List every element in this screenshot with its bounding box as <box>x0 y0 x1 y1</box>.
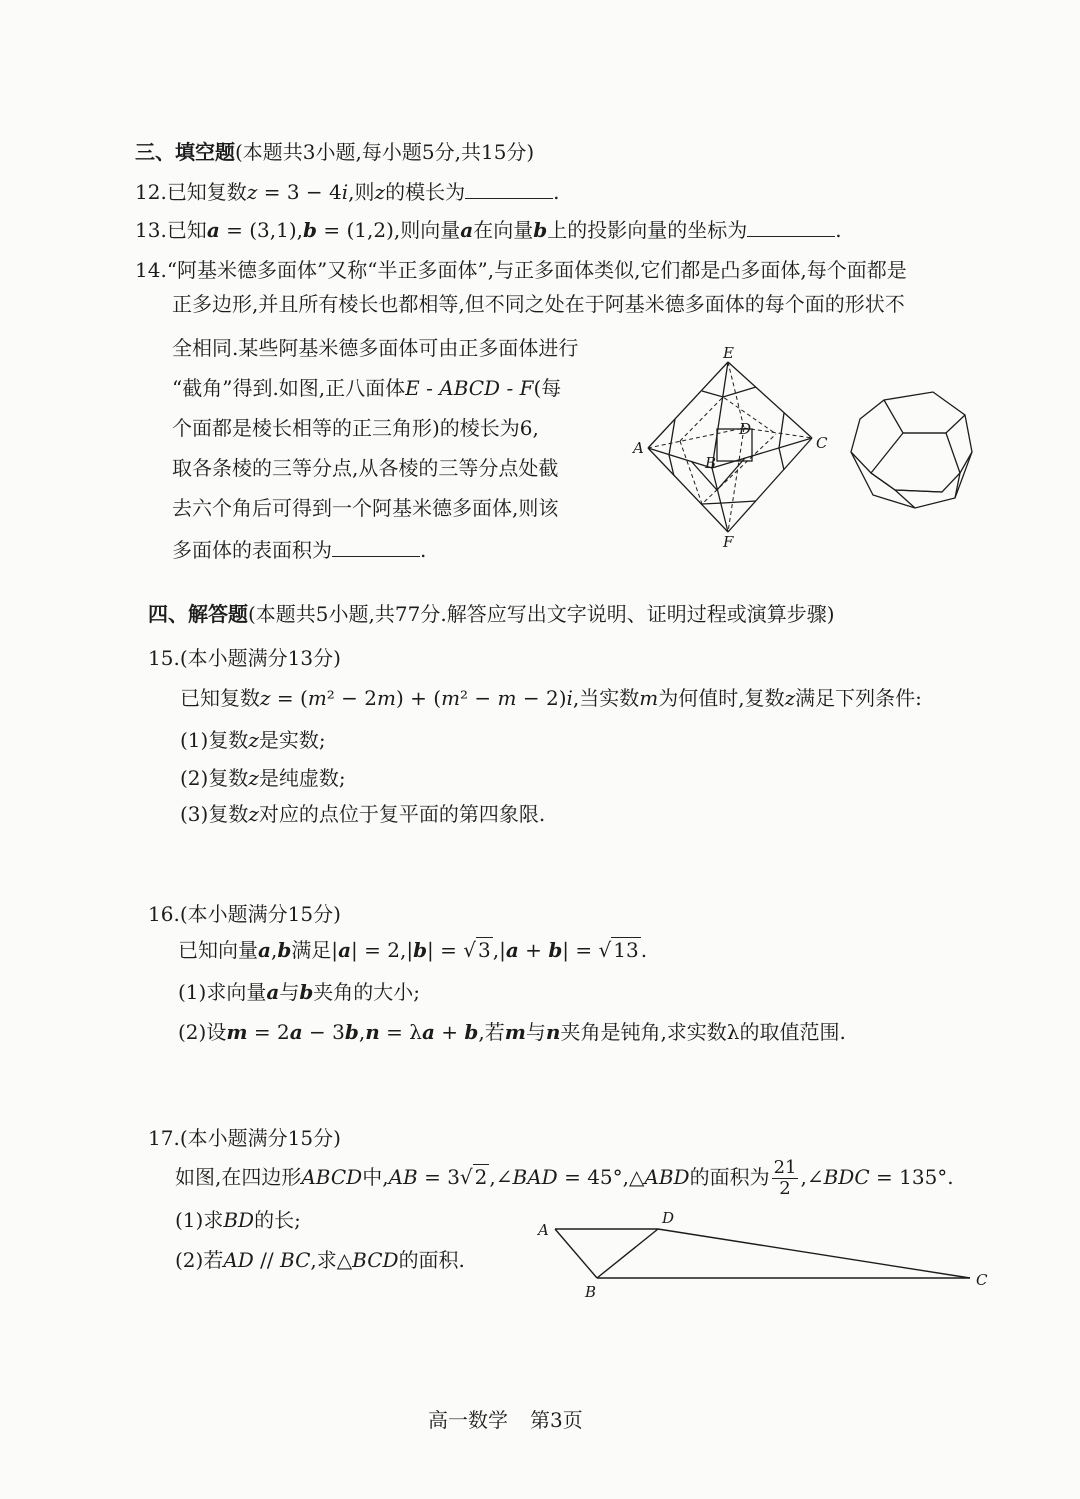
text: 多面体的表面积为 <box>172 538 332 562</box>
question-14-line-2: 正多边形,并且所有棱长也都相等,但不同之处在于阿基米德多面体的每个面的形状不 <box>172 292 905 316</box>
segment-dc <box>658 1229 970 1278</box>
var-z: z <box>784 686 796 710</box>
text: BC <box>280 1248 311 1272</box>
var-m: m <box>497 686 517 710</box>
question-15-header <box>148 646 341 670</box>
text: (1)求 <box>175 1208 224 1232</box>
text: − 2) <box>516 686 567 710</box>
text: | = √ <box>562 938 612 962</box>
var-z: z <box>248 728 259 752</box>
text: 是实数; <box>258 728 326 752</box>
text: // <box>253 1248 281 1272</box>
text: 对应的点位于复平面的第四象限. <box>258 802 546 826</box>
label-d: D <box>739 420 752 438</box>
section-3-note: (本题共3小题,每小题5分,共15分) <box>235 140 535 164</box>
text: (2)复数 <box>180 766 249 790</box>
label-e: E <box>723 344 734 362</box>
text: = ( <box>270 686 308 710</box>
text: ABD <box>644 1165 690 1189</box>
question-17-part-1 <box>175 1208 301 1232</box>
text: ,求△ <box>310 1248 353 1272</box>
text: − 3 <box>302 1020 345 1044</box>
text: BCD <box>352 1248 399 1272</box>
answer-blank <box>747 220 835 237</box>
quadrilateral-figure <box>530 1205 1000 1305</box>
var-m: m <box>377 686 396 710</box>
section-4-note: (本题共5小题,共77分.解答应写出文字说明、证明过程或演算步骤) <box>248 602 835 626</box>
text: ,∠ <box>489 1165 513 1189</box>
question-16-stem: 已知向量a,b满足|a| = 2,|b| = √ 3 ,|a + b| = √ 13 . <box>178 938 648 962</box>
vec-b: b <box>303 218 318 242</box>
text: AD <box>223 1248 254 1272</box>
text: (1)复数 <box>180 728 249 752</box>
text: 的模长为 <box>385 180 466 204</box>
text: 满足| <box>291 938 339 962</box>
question-number: 13. <box>135 218 167 242</box>
var-m: m <box>639 686 659 710</box>
text: (3)复数 <box>180 802 249 826</box>
text: (2)设 <box>178 1020 227 1044</box>
fraction <box>772 1158 799 1199</box>
text: 为何值时,复数 <box>658 686 785 710</box>
text: = λ <box>379 1020 422 1044</box>
vec-a: a <box>460 218 474 242</box>
edge-ad <box>648 428 744 448</box>
label-b: B <box>585 1283 597 1301</box>
cut-a <box>669 419 675 476</box>
edge-ea <box>648 362 728 448</box>
question-16-header <box>148 902 341 926</box>
text: 已知复数 <box>166 180 247 204</box>
section-4-header <box>148 598 835 627</box>
text: . <box>640 938 648 962</box>
label-a: A <box>538 1221 549 1239</box>
var-i: i <box>566 686 573 710</box>
text: “截角”得到.如图,正八面体 <box>172 376 406 400</box>
page-footer <box>428 1408 583 1432</box>
var-z: z <box>260 686 271 710</box>
text: = (1,2),则向量 <box>317 218 461 242</box>
question-15-stem <box>180 686 922 710</box>
text: BAD <box>512 1165 558 1189</box>
text: 已知复数 <box>180 686 260 710</box>
score: (本小题满分15分) <box>179 1126 341 1150</box>
text: ) + ( <box>395 686 442 710</box>
text: = 2 <box>247 1020 290 1044</box>
text: 上的投影向量的坐标为 <box>547 218 748 242</box>
text: = (3,1), <box>219 218 304 242</box>
segment-ab <box>555 1229 597 1278</box>
text: ,当实数 <box>572 686 640 710</box>
question-14-line-5: 个面都是棱长相等的正三角形)的棱长为6, <box>172 416 539 440</box>
label-d: D <box>662 1209 675 1227</box>
score: (本小题满分13分) <box>179 646 341 670</box>
question-number: 15. <box>148 646 180 670</box>
text: ABCD <box>301 1165 363 1189</box>
question-17-part-2 <box>175 1248 465 1272</box>
text: 与 <box>525 1020 546 1044</box>
segment-bd <box>597 1229 658 1278</box>
vec-b: b <box>533 218 548 242</box>
question-14-line-1 <box>135 258 907 282</box>
text: 的长; <box>254 1208 301 1232</box>
question-14-line-6: 取各条棱的三等分点,从各棱的三等分点处截 <box>172 456 559 480</box>
text: 夹角的大小; <box>313 980 421 1004</box>
text: 与 <box>279 980 300 1004</box>
text: | = √ <box>427 938 477 962</box>
edge-bc <box>712 438 812 468</box>
text: = 135°. <box>869 1165 954 1189</box>
var-z: z <box>246 180 258 204</box>
text: ² − 2 <box>326 686 378 710</box>
cut-b <box>691 458 745 490</box>
text: ² − <box>460 686 498 710</box>
answer-blank <box>332 540 420 557</box>
question-14-line-7: 去六个角后可得到一个阿基米德多面体,则该 <box>172 496 559 520</box>
question-14-line-8 <box>172 538 426 562</box>
footer-page-number: 第3页 <box>530 1408 583 1432</box>
label-f: F <box>723 533 734 550</box>
text: . <box>553 180 560 204</box>
question-16-part-1: (1)求向量a与b夹角的大小; <box>178 980 421 1004</box>
text: , <box>358 1020 366 1044</box>
question-13 <box>135 218 842 242</box>
text: BD <box>223 1208 255 1232</box>
text: | = 2,| <box>351 938 414 962</box>
text: = 3 − 4 <box>257 180 342 204</box>
text: + <box>434 1020 465 1044</box>
answer-blank <box>465 182 553 199</box>
question-15-part-2 <box>180 766 346 790</box>
sqrt-arg: 2 <box>474 1165 488 1189</box>
var-z: z <box>248 766 259 790</box>
var-m: m <box>441 686 461 710</box>
octahedron-figure <box>620 340 1000 550</box>
question-15-part-3 <box>180 802 545 826</box>
cut-e <box>702 387 756 397</box>
text: (1)求向量 <box>178 980 267 1004</box>
sqrt-arg: 3 <box>478 938 491 962</box>
question-12 <box>135 180 559 204</box>
var-z: z <box>248 802 259 826</box>
fraction-denominator: 2 <box>779 1178 791 1199</box>
text: ,∠ <box>800 1165 824 1189</box>
question-16-part-2: (2)设m = 2a − 3b,n = λa + b,若m与n夹角是钝角,求实数λ的取值范围. <box>178 1020 846 1044</box>
text: 已知 <box>166 218 207 242</box>
fraction-numerator: 21 <box>773 1157 797 1178</box>
text: 如图,在四边形 <box>175 1165 302 1189</box>
octahedron-name: E - ABCD - F <box>405 376 534 400</box>
text: 的面积为 <box>689 1165 770 1189</box>
text: 已知向量 <box>178 938 258 962</box>
text: 夹角是钝角,求实数λ的取值范围. <box>560 1020 846 1044</box>
vec-a: a <box>206 218 220 242</box>
text: 在向量 <box>473 218 534 242</box>
question-number: 12. <box>135 180 167 204</box>
question-number: 16. <box>148 902 180 926</box>
cut-f <box>702 501 756 504</box>
text: 中, <box>362 1165 389 1189</box>
text: ,则 <box>348 180 375 204</box>
question-number: 14. <box>135 258 167 282</box>
question-number: 17. <box>148 1126 180 1150</box>
text: = 45°,△ <box>557 1165 645 1189</box>
text: “阿基米德多面体”又称“半正多面体”,与正多面体类似,它们都是凸多面体,每个面都是 <box>166 258 907 282</box>
text: (每 <box>533 376 562 400</box>
text: BDC <box>823 1165 870 1189</box>
section-3-header <box>135 136 534 165</box>
edge-bf <box>712 468 728 532</box>
text: ,| <box>492 938 506 962</box>
question-14-line-3: 全相同.某些阿基米德多面体可由正多面体进行 <box>172 336 579 360</box>
question-17-header <box>148 1126 341 1150</box>
label-a: A <box>633 439 644 457</box>
question-15-part-1 <box>180 728 326 752</box>
cut-c <box>779 413 784 470</box>
text: 的面积. <box>398 1248 465 1272</box>
label-c: C <box>816 434 828 452</box>
edge-eb <box>712 362 728 468</box>
truncated-octahedron <box>851 392 972 508</box>
section-4-title: 四、解答题 <box>148 602 248 626</box>
label-c: C <box>976 1271 988 1289</box>
text: 是纯虚数; <box>258 766 346 790</box>
text: ,若 <box>478 1020 505 1044</box>
text: = 3√ <box>417 1165 473 1189</box>
label-b: B <box>705 454 717 472</box>
text: AB <box>388 1165 418 1189</box>
question-17-stem <box>175 1158 954 1199</box>
var-z: z <box>374 180 386 204</box>
text: (2)若 <box>175 1248 224 1272</box>
text: 满足下列条件: <box>795 686 922 710</box>
section-3-title: 三、填空题 <box>135 140 235 164</box>
footer-subject: 高一数学 <box>428 1408 508 1432</box>
question-14-line-4 <box>172 376 561 400</box>
text: . <box>835 218 842 242</box>
score: (本小题满分15分) <box>179 902 341 926</box>
var-m: m <box>307 686 327 710</box>
text: . <box>420 538 427 562</box>
var-i: i <box>341 180 349 204</box>
cut-hidden-1 <box>680 397 776 441</box>
sqrt-arg: 13 <box>613 938 639 962</box>
